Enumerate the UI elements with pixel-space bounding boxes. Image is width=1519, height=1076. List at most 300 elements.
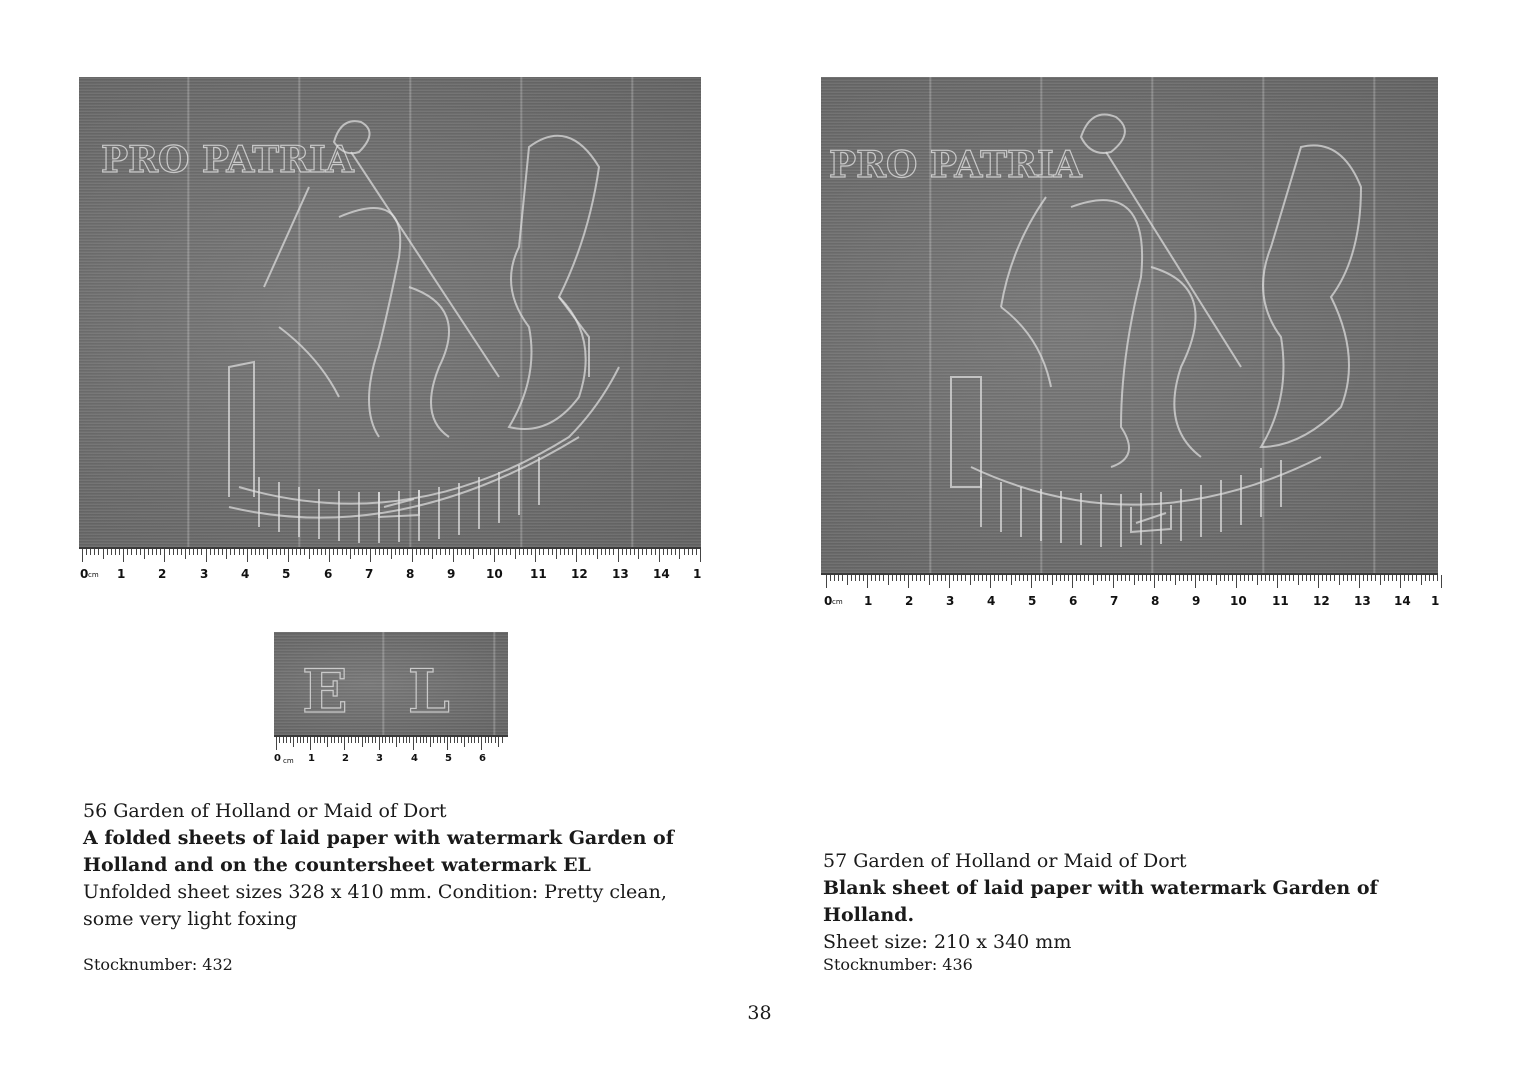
ruler-number: 4 <box>241 567 250 581</box>
ruler-tick <box>1068 575 1069 581</box>
ruler-number: 13 <box>1354 594 1371 608</box>
ruler-tick <box>593 549 594 555</box>
item-title: 56 Garden of Holland or Maid of Dort <box>83 800 447 822</box>
watermark-photo-57 <box>821 77 1438 573</box>
ruler-tick <box>613 549 614 555</box>
ruler-tick <box>403 737 404 743</box>
ruler-tick <box>189 549 190 555</box>
ruler-tick <box>896 575 897 581</box>
ruler-tick <box>321 549 322 555</box>
ruler-tick <box>409 737 410 743</box>
ruler-tick <box>337 549 338 555</box>
ruler-tick <box>136 549 137 555</box>
ruler-tick <box>1093 575 1094 585</box>
ruler-tick <box>510 549 511 555</box>
ruler-tick <box>1273 575 1274 581</box>
ruler-tick <box>123 549 124 562</box>
ruler-tick <box>478 549 479 555</box>
ruler-number: 4 <box>987 594 996 608</box>
ruler-tick <box>655 549 656 555</box>
ruler-tick <box>1285 575 1286 581</box>
ruler-tick <box>1396 575 1397 581</box>
ruler-tick <box>303 737 304 743</box>
ruler-tick <box>239 549 240 555</box>
ruler-tick <box>1125 575 1126 581</box>
ruler-tick <box>399 737 400 743</box>
ruler-number: 11 <box>1272 594 1289 608</box>
countermark-photo-56 <box>274 632 508 735</box>
ruler-tick <box>1236 575 1237 588</box>
ruler-tick <box>111 549 112 555</box>
ruler-tick <box>937 575 938 581</box>
ruler-tick <box>286 737 287 743</box>
ruler-tick <box>688 549 689 555</box>
ruler-tick <box>1134 575 1135 585</box>
ruler-tick <box>908 575 909 588</box>
ruler-tick <box>1293 575 1294 581</box>
ruler-number: 8 <box>406 567 415 581</box>
ruler-tick <box>280 549 281 555</box>
ruler-tick <box>1166 575 1167 581</box>
ruler-number: 1 <box>308 753 315 764</box>
ruler-tick <box>871 575 872 581</box>
ruler-number: 3 <box>376 753 383 764</box>
ruler-tick <box>502 737 503 743</box>
ruler-tick <box>1302 575 1303 581</box>
ruler-tick <box>1298 575 1299 585</box>
ruler-tick <box>965 575 966 581</box>
ruler-tick <box>1437 575 1438 581</box>
ruler-tick <box>900 575 901 581</box>
ruler-tick <box>185 549 186 559</box>
item-56-caption <box>83 798 713 933</box>
ruler-tick <box>267 549 268 559</box>
ruler-tick <box>1154 575 1155 588</box>
ruler-tick <box>626 549 627 555</box>
ruler-tick <box>982 575 983 581</box>
ruler-tick <box>473 549 474 559</box>
ruler-tick <box>416 549 417 555</box>
ruler-tick <box>560 549 561 555</box>
ruler-tick <box>454 737 455 743</box>
ruler-tick <box>859 575 860 581</box>
stock-number: Stocknumber: 436 <box>823 955 973 974</box>
ruler-tick <box>671 549 672 555</box>
ruler-tick <box>342 549 343 555</box>
ruler-tick <box>1043 575 1044 581</box>
ruler-tick <box>1412 575 1413 581</box>
pro-patria-watermark-text: PRO PATRIA <box>829 144 1082 186</box>
ruler-tick <box>413 737 414 750</box>
ruler-tick <box>407 549 408 555</box>
ruler-tick <box>283 737 284 743</box>
ruler-tick <box>293 737 294 747</box>
ruler-tick <box>679 549 680 559</box>
ruler-tick <box>210 549 211 555</box>
ruler-tick <box>329 549 330 562</box>
ruler-tick <box>585 549 586 555</box>
ruler-tick <box>879 575 880 581</box>
ruler-tick <box>449 549 450 555</box>
ruler-number: 10 <box>486 567 503 581</box>
ruler-number: 2 <box>158 567 167 581</box>
ruler-tick <box>1252 575 1253 581</box>
ruler-number: 6 <box>479 753 486 764</box>
ruler-tick <box>1244 575 1245 581</box>
ruler-tick <box>1343 575 1344 581</box>
ruler-tick <box>263 549 264 555</box>
ruler-tick <box>502 549 503 555</box>
ruler-tick <box>362 549 363 555</box>
ruler-tick <box>440 737 441 743</box>
ruler-tick <box>941 575 942 581</box>
ruler-tick <box>313 549 314 555</box>
ruler-tick <box>432 549 433 559</box>
ruler-tick <box>300 549 301 555</box>
ruler-tick <box>692 549 693 555</box>
ruler-tick <box>300 737 301 743</box>
el-countermark-text: EL <box>302 657 510 727</box>
ruler-tick <box>447 737 448 750</box>
ruler-tick <box>974 575 975 581</box>
ruler-tick <box>949 575 950 588</box>
ruler-number: 1 <box>864 594 873 608</box>
ruler-tick <box>659 549 660 562</box>
ruler-56 <box>79 547 701 615</box>
ruler-number: 9 <box>447 567 456 581</box>
ruler-number: 7 <box>1110 594 1119 608</box>
ruler-tick <box>1257 575 1258 585</box>
ruler-tick <box>1400 575 1401 588</box>
ruler-number: 14 <box>1394 594 1411 608</box>
ruler-tick <box>341 737 342 743</box>
ruler-tick <box>945 575 946 581</box>
ruler-tick <box>450 737 451 743</box>
ruler-tick <box>391 549 392 559</box>
ruler-tick <box>1117 575 1118 581</box>
ruler-tick <box>1191 575 1192 581</box>
ruler-number: 12 <box>571 567 588 581</box>
item-details: Sheet size: 210 x 340 mm <box>823 931 1072 953</box>
ruler-tick <box>469 549 470 555</box>
ruler-tick <box>1347 575 1348 581</box>
ruler-tick <box>259 549 260 555</box>
ruler-number: 2 <box>905 594 914 608</box>
ruler-tick <box>589 549 590 555</box>
ruler-tick <box>675 549 676 555</box>
ruler-tick <box>970 575 971 585</box>
ruler-tick <box>160 549 161 555</box>
ruler-tick <box>140 549 141 555</box>
ruler-tick <box>1248 575 1249 581</box>
ruler-number: 1 <box>117 567 126 581</box>
ruler-tick <box>498 549 499 555</box>
ruler-tick <box>344 737 345 750</box>
ruler-tick <box>314 737 315 743</box>
ruler-tick <box>1392 575 1393 581</box>
ruler-tick <box>998 575 999 581</box>
ruler-tick <box>406 737 407 743</box>
ruler-tick <box>961 575 962 581</box>
ruler-number: 10 <box>1230 594 1247 608</box>
ruler-tick <box>325 549 326 555</box>
ruler-tick <box>358 737 359 743</box>
ruler-tick <box>552 549 553 555</box>
ruler-tick <box>1265 575 1266 581</box>
ruler-number: 5 <box>1028 594 1037 608</box>
ruler-tick <box>372 737 373 743</box>
ruler-tick <box>1277 575 1278 588</box>
ruler-tick <box>276 549 277 555</box>
ruler-tick <box>440 549 441 555</box>
ruler-tick <box>601 549 602 555</box>
ruler-tick <box>1158 575 1159 581</box>
ruler-tick <box>1314 575 1315 581</box>
ruler-tick <box>1429 575 1430 581</box>
ruler-tick <box>1170 575 1171 581</box>
ruler-tick <box>324 737 325 743</box>
ruler-tick <box>515 549 516 559</box>
ruler-tick <box>498 737 499 747</box>
ruler-tick <box>1088 575 1089 581</box>
ruler-tick <box>1404 575 1405 581</box>
ruler-tick <box>1375 575 1376 581</box>
ruler-tick <box>436 549 437 555</box>
ruler-tick <box>296 549 297 555</box>
ruler-tick <box>1150 575 1151 581</box>
ruler-tick <box>206 549 207 562</box>
ruler-tick <box>1351 575 1352 581</box>
ruler-tick <box>634 549 635 555</box>
ruler-tick <box>144 549 145 559</box>
ruler-tick <box>494 549 495 562</box>
ruler-tick <box>382 737 383 743</box>
ruler-tick <box>288 549 289 562</box>
ruler-tick <box>642 549 643 555</box>
ruler-tick <box>1035 575 1036 581</box>
ruler-tick <box>1121 575 1122 581</box>
ruler-tick <box>1195 575 1196 588</box>
ruler-tick <box>867 575 868 588</box>
ruler-tick <box>978 575 979 581</box>
ruler-tick <box>82 549 83 562</box>
ruler-number: 0 <box>824 594 833 608</box>
item-details: Unfolded sheet sizes 328 x 410 mm. Condition: Pretty clean, some very light foxing <box>83 881 667 930</box>
ruler-tick <box>630 549 631 555</box>
ruler-tick <box>1367 575 1368 581</box>
ruler-tick <box>464 737 465 747</box>
ruler-tick <box>1203 575 1204 581</box>
ruler-tick <box>403 549 404 555</box>
ruler-tick <box>368 737 369 743</box>
ruler-tick <box>327 737 328 747</box>
ruler-unit-label: cm <box>832 598 843 606</box>
ruler-tick <box>1101 575 1102 581</box>
ruler-tick <box>506 549 507 555</box>
ruler-number: 3 <box>946 594 955 608</box>
ruler-tick <box>1408 575 1409 581</box>
ruler-tick <box>1232 575 1233 581</box>
ruler-number: 4 <box>411 753 418 764</box>
ruler-tick <box>348 737 349 743</box>
ruler-tick <box>916 575 917 581</box>
ruler-tick <box>491 737 492 743</box>
ruler-tick <box>618 549 619 562</box>
ruler-tick <box>173 549 174 555</box>
ruler-tick <box>169 549 170 555</box>
item-description: A folded sheets of laid paper with watermark Garden of Holland and on the countersheet watermark EL <box>83 827 674 876</box>
ruler-tick <box>481 737 482 750</box>
ruler-tick <box>957 575 958 581</box>
ruler-tick <box>355 737 356 743</box>
ruler-tick <box>279 737 280 743</box>
ruler-number: 0 <box>80 567 89 581</box>
ruler-tick <box>904 575 905 581</box>
ruler-tick <box>234 549 235 555</box>
ruler-tick <box>350 549 351 559</box>
ruler-tick <box>426 737 427 743</box>
ruler-tick <box>389 737 390 743</box>
ruler-tick <box>423 737 424 743</box>
ruler-number: 13 <box>612 567 629 581</box>
ruler-tick <box>597 549 598 559</box>
ruler-tick <box>94 549 95 555</box>
ruler-tick <box>351 737 352 743</box>
ruler-tick <box>127 549 128 555</box>
ruler-tick <box>1076 575 1077 581</box>
ruler-tick <box>412 549 413 562</box>
watermark-photo-56 <box>79 77 701 547</box>
pro-patria-watermark-text: PRO PATRIA <box>101 139 354 181</box>
ruler-tick <box>1322 575 1323 581</box>
ruler-tick <box>1416 575 1417 581</box>
ruler-tick <box>1289 575 1290 581</box>
ruler-unit-label: cm <box>88 571 99 579</box>
ruler-tick <box>556 549 557 559</box>
ruler-tick <box>226 549 227 559</box>
ruler-number: 5 <box>445 753 452 764</box>
ruler-tick <box>1080 575 1081 581</box>
el-countermark-drawing <box>274 632 508 735</box>
ruler-tick <box>148 549 149 555</box>
ruler-tick <box>354 549 355 555</box>
ruler-tick <box>609 549 610 555</box>
ruler-tick <box>1330 575 1331 581</box>
ruler-tick <box>830 575 831 581</box>
ruler-tick <box>994 575 995 581</box>
ruler-tick <box>842 575 843 581</box>
ruler-tick <box>1371 575 1372 581</box>
ruler-tick <box>276 737 277 750</box>
ruler-tick <box>1183 575 1184 581</box>
item-title: 57 Garden of Holland or Maid of Dort <box>823 850 1187 872</box>
ruler-tick <box>1228 575 1229 581</box>
ruler-tick <box>304 549 305 555</box>
ruler-tick <box>1421 575 1422 585</box>
ruler-tick <box>297 737 298 743</box>
ruler-tick <box>437 737 438 743</box>
ruler-tick <box>605 549 606 555</box>
ruler-tick <box>395 549 396 555</box>
ruler-tick <box>292 549 293 555</box>
ruler-tick <box>1006 575 1007 581</box>
ruler-tick <box>309 549 310 559</box>
ruler-tick <box>197 549 198 555</box>
ruler-tick <box>131 549 132 555</box>
ruler-tick <box>1072 575 1073 588</box>
ruler-tick <box>1310 575 1311 581</box>
ruler-tick <box>115 549 116 555</box>
ruler-tick <box>486 549 487 555</box>
ruler-tick <box>519 549 520 555</box>
ruler-tick <box>478 737 479 743</box>
ruler-tick <box>272 549 273 555</box>
ruler-tick <box>1031 575 1032 588</box>
ruler-tick <box>1064 575 1065 581</box>
ruler-tick <box>543 549 544 555</box>
ruler-tick <box>193 549 194 555</box>
item-description: Blank sheet of laid paper with watermark Garden of Holland. <box>823 877 1378 926</box>
ruler-number: 5 <box>282 567 291 581</box>
ruler-tick <box>433 737 434 743</box>
ruler-tick <box>103 549 104 559</box>
ruler-tick <box>684 549 685 555</box>
ruler-tick <box>255 549 256 555</box>
stock-number: Stocknumber: 432 <box>83 955 233 974</box>
ruler-tick <box>385 737 386 743</box>
ruler-tick <box>863 575 864 581</box>
ruler-tick <box>86 549 87 555</box>
ruler-tick <box>1138 575 1139 581</box>
ruler-tick <box>1220 575 1221 581</box>
ruler-tick <box>366 549 367 555</box>
ruler-tick <box>1216 575 1217 585</box>
ruler-tick <box>465 549 466 555</box>
ruler-tick <box>1211 575 1212 581</box>
ruler-tick <box>1359 575 1360 588</box>
ruler-tick <box>924 575 925 581</box>
ruler-tick <box>485 737 486 743</box>
ruler-tick <box>1175 575 1176 585</box>
ruler-tick <box>1355 575 1356 581</box>
ruler-tick <box>90 549 91 555</box>
ruler-tick <box>1334 575 1335 581</box>
ruler-tick <box>1425 575 1426 581</box>
ruler-tick <box>1056 575 1057 581</box>
ruler-tick <box>468 737 469 743</box>
ruler-tick <box>986 575 987 581</box>
ruler-tick <box>696 549 697 555</box>
ruler-tick <box>156 549 157 555</box>
ruler-tick <box>1129 575 1130 581</box>
ruler-tick <box>365 737 366 743</box>
ruler-tick <box>855 575 856 581</box>
ruler-tick <box>424 549 425 555</box>
ruler-tick <box>338 737 339 743</box>
ruler-tick <box>539 549 540 555</box>
ruler-tick <box>320 737 321 743</box>
ruler-tick <box>1433 575 1434 581</box>
ruler-tick <box>358 549 359 555</box>
ruler-number: 12 <box>1313 594 1330 608</box>
ruler-tick <box>651 549 652 555</box>
ruler-tick <box>1380 575 1381 585</box>
garden-of-holland-watermark-drawing <box>79 77 701 547</box>
ruler-number: 8 <box>1151 594 1160 608</box>
ruler-tick <box>333 549 334 555</box>
ruler-tick <box>1363 575 1364 581</box>
ruler-tick <box>523 549 524 555</box>
